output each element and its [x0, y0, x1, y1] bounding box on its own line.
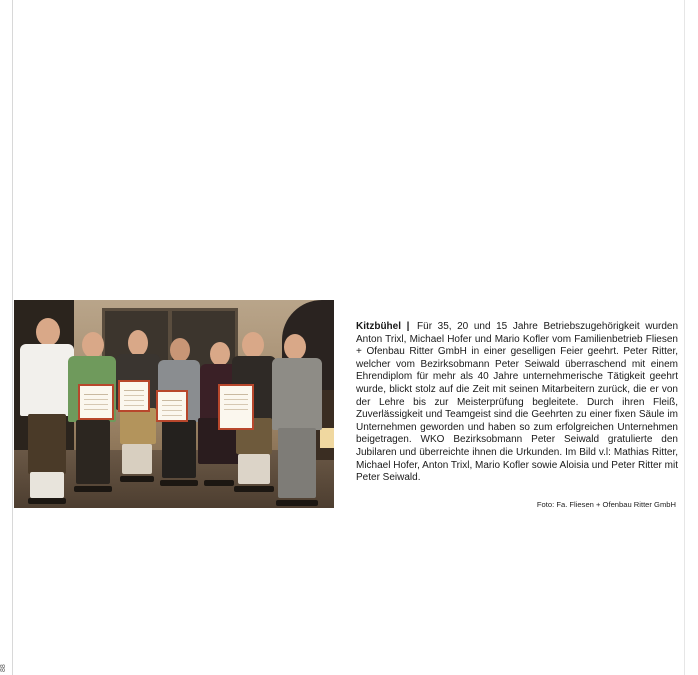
page-edge-left — [12, 0, 13, 675]
diploma-4 — [218, 384, 254, 430]
article-text — [356, 321, 678, 485]
group-photo — [14, 300, 334, 508]
diploma-1 — [78, 384, 114, 420]
page-number: 88 — [0, 664, 7, 672]
page-edge-right — [684, 0, 685, 675]
diploma-2 — [118, 380, 150, 412]
photo-lamp — [320, 428, 334, 448]
article-body: Für 35, 20 und 15 Jahre Betriebszugehörigkeit wurden Anton Trixl, Michael Hofer und Mario Kofler vom Familienbetrieb Fliesen + Ofenbau Ritter GmbH in einer geselligen Feier geehrt. Peter Ritter, welcher vom Bezirksobmann Peter Seiwald überraschend mit einem Ehrendiplom für mehr als 40 Jahre unternehmerische Tätigkeit geehrt wurde, blickt stolz auf die Zeit mit seinen Mitarbeitern zurück, die er von der Lehre bis zur Meisterprüfung begleitete. Durch ihren Fleiß, Zuverlässigkeit und Teamgeist sind die Geehrten zu einer fixen Säule im Unternehmen geworden und haben so zum erfolgreichen Unternehmen beigetragen. WKO Bezirksobmann Peter Seiwald gratulierte den Jubilaren und überreichte ihnen die Urkunden. Im Bild v.l: Mathias Ritter, Michael Hofer, Anton Trixl, Mario Kofler sowie Aloisia und Peter Ritter mit Peter Seiwald. — [356, 321, 679, 484]
article-place: Kitzbühel — [356, 321, 401, 332]
diploma-3 — [156, 390, 188, 422]
photo-credit: Foto: Fa. Fliesen + Ofenbau Ritter GmbH — [536, 500, 676, 509]
article-separator: | — [406, 321, 410, 332]
